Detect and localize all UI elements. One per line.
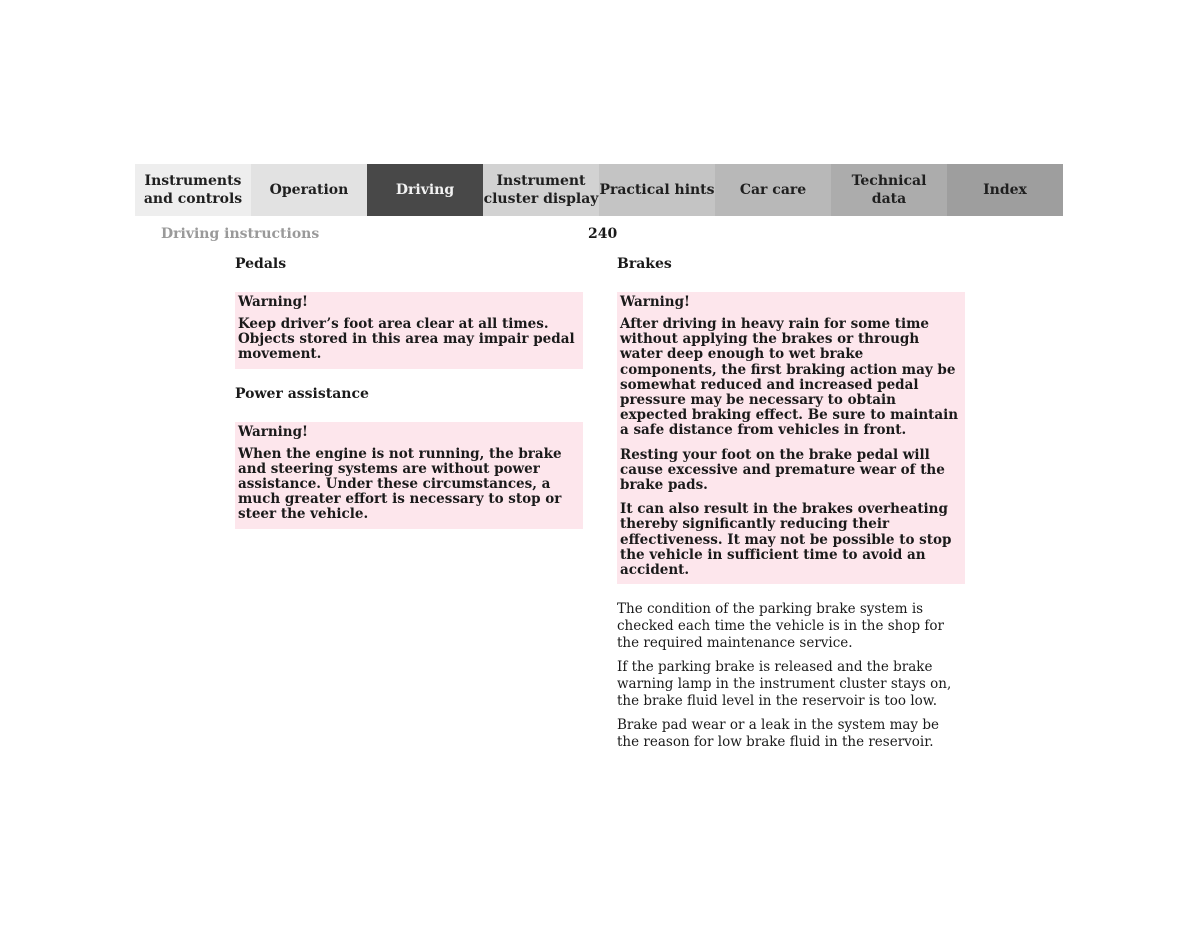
pedals-warning-box (235, 292, 583, 369)
tab-technical-data[interactable]: Technical data (831, 164, 947, 216)
warning-text: Resting your foot on the brake pedal will cause excessive and premature wear of the brake pads. (620, 446, 945, 494)
tab-operation[interactable]: Operation (251, 164, 367, 216)
right-column (617, 256, 965, 758)
power-assistance-heading: Power assistance (235, 385, 369, 402)
page-number: 240 (588, 226, 618, 242)
body-paragraph: The condition of the parking brake system is checked each time the vehicle is in the shop for the required maintenance service. (617, 601, 945, 652)
brakes-warning-box (617, 292, 965, 584)
warning-text: After driving in heavy rain for some time without applying the brakes or through water deep enough to wet brake components, the first braking action may be somewhat reduced and increased pedal pressure may be necessary to obtain expected braking effect. Be sure to maintain a safe distance from vehicles in front. (620, 316, 959, 439)
tab-car-care[interactable]: Car care (715, 164, 831, 216)
left-column (235, 256, 583, 546)
tab-practical-hints[interactable]: Practical hints (599, 164, 715, 216)
warning-title: Warning! (238, 423, 308, 440)
brakes-heading: Brakes (617, 256, 672, 272)
pedals-heading: Pedals (235, 256, 287, 272)
tab-index[interactable]: Index (947, 164, 1063, 216)
tab-instruments-and-controls[interactable]: Instruments and controls (135, 164, 251, 216)
chapter-tabs (135, 164, 1065, 216)
warning-text: When the engine is not running, the brake and steering systems are without power assistance. Under these circumstances, a much greater effort is necessary to stop or steer the vehicle. (238, 445, 562, 523)
warning-text: Keep driver’s foot area clear at all times. Objects stored in this area may impair pedal movement. (238, 316, 575, 363)
power-assistance-warning-box (235, 422, 583, 529)
body-paragraph: Brake pad wear or a leak in the system may be the reason for low brake fluid in the reservoir. (617, 717, 939, 751)
section-title: Driving instructions (161, 226, 320, 242)
warning-title: Warning! (620, 294, 690, 310)
warning-title: Warning! (238, 294, 308, 310)
warning-text: It can also result in the brakes overheating thereby significantly reducing their effectiveness. It may not be possible to stop the vehicle in sufficient time to avoid an accident. (620, 501, 952, 579)
tab-instrument-cluster-display[interactable]: Instrument cluster display (483, 164, 599, 216)
tab-driving[interactable]: Driving (367, 164, 483, 216)
body-paragraph: If the parking brake is released and the brake warning lamp in the instrument cluster stays on, the brake fluid level in the reservoir is too low. (617, 659, 952, 710)
